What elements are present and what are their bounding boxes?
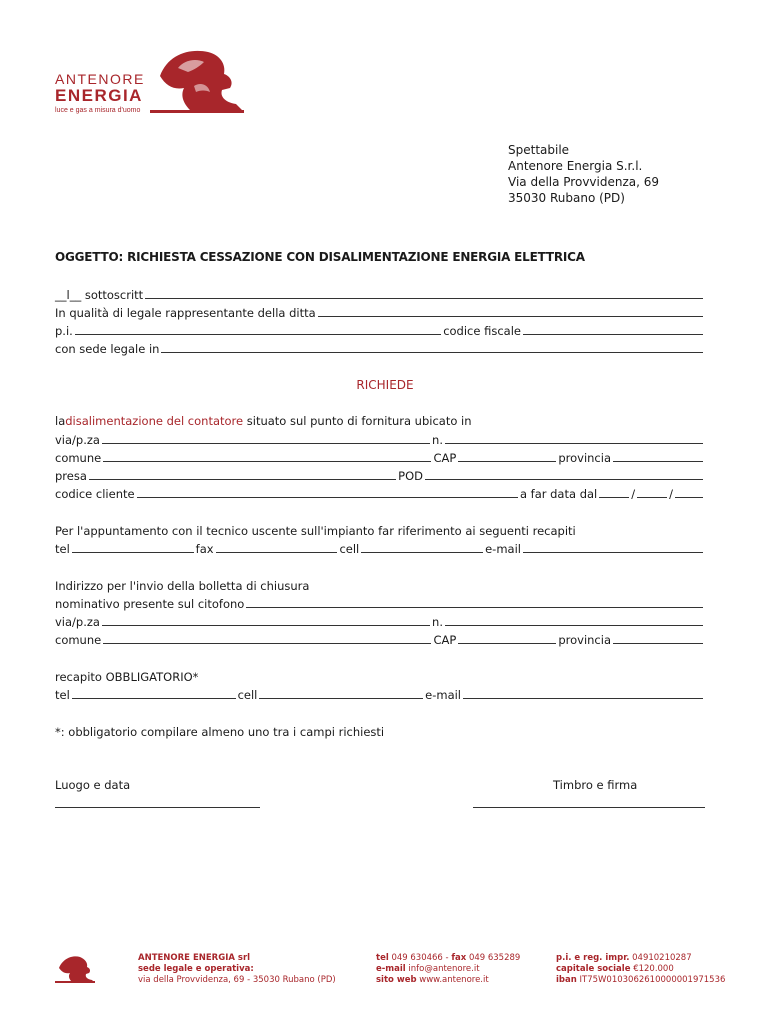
footer-company-name: ANTENORE ENERGIA srl [138,953,251,963]
footer-office-label: sede legale e operativa: [138,964,254,974]
footer-web-label: sito web [376,975,417,985]
appointment-email-label: e-mail [485,542,521,556]
pod-label: POD [398,469,423,483]
request-intro-highlight: disalimentazione del contatore [65,414,244,428]
footer-email-label: e-mail [376,964,406,974]
billing-province-field[interactable] [613,642,703,644]
billing-name-label: nominativo presente sul citofono [55,597,245,611]
billing-city-row [55,631,705,647]
request-heading: RICHIEDE [356,378,414,392]
place-date-field[interactable] [55,806,260,808]
footer-lion-icon [55,955,95,983]
company-name-field[interactable] [318,315,703,317]
request-intro-suffix: situato sul punto di fornitura ubicato in [243,414,472,428]
footer-iban: IT75W0103062610000001971536 [579,975,726,985]
subject-heading: OGGETTO: RICHIESTA CESSAZIONE CON DISALIMENTAZIONE ENERGIA ELETTRICA [55,250,585,264]
mandatory-tel-field[interactable] [72,697,236,699]
footer-fax-separator: - [442,953,452,963]
legal-rep-label: In qualità di legale rappresentante della ditta [55,306,316,320]
fiscal-code-label: codice fiscale [443,324,521,338]
appointment-email-field[interactable] [523,551,703,553]
mandatory-email-field[interactable] [463,697,703,699]
seat-field[interactable] [161,351,703,353]
supply-city-field[interactable] [103,460,431,462]
client-code-row [55,485,705,501]
client-code-label: codice cliente [55,487,135,501]
stamp-signature-field[interactable] [473,806,705,808]
footer-legal [556,953,725,986]
company-logo [55,72,145,114]
mandatory-email-label: e-mail [425,688,462,702]
supply-city-row [55,449,705,465]
footer-capital: €120.000 [633,964,674,974]
recipient-line-4: 35030 Rubano (PD) [508,191,625,205]
footer-web-link[interactable]: www.antenore.it [419,975,489,985]
supply-number-field[interactable] [445,442,703,444]
client-code-field[interactable] [137,496,518,498]
legal-rep-row [55,304,705,320]
supply-presa-row [55,467,705,483]
billing-province-label: provincia [558,633,611,647]
footer-vat: 04910210287 [632,953,692,963]
vat-row [55,322,705,338]
footer-company [138,953,336,986]
mandatory-cell-label: cell [237,688,258,702]
appointment-cell-field[interactable] [361,551,483,553]
recipient-line-2: Antenore Energia S.r.l. [508,159,643,173]
date-separator-2: / [669,487,673,501]
seat-label: con sede legale in [55,342,160,356]
billing-name-field[interactable] [246,606,703,608]
supply-city-label: comune [55,451,102,465]
supply-cap-field[interactable] [458,460,556,462]
logo-line-1: ANTENORE [55,71,145,87]
footer-capital-label: capitale sociale [556,964,631,974]
lion-logo-icon [150,46,245,114]
supply-number-label: n. [432,433,443,447]
supply-street-label: via/p.za [55,433,100,447]
supply-province-label: provincia [558,451,611,465]
supply-province-field[interactable] [613,460,703,462]
start-date-label: a far data dal [519,487,598,501]
mandatory-contacts-row [55,686,705,702]
stamp-signature-label: Timbro e firma [553,778,638,792]
presa-field[interactable] [89,478,396,480]
recipient-line-1: Spettabile [508,143,570,157]
place-date-label: Luogo e data [55,778,131,792]
date-month-field[interactable] [637,496,667,498]
logo-line-2: ENERGIA [55,86,143,105]
mandatory-note: *: obbligatorio compilare almeno uno tra i campi richiesti [55,725,385,739]
appointment-contacts-row [55,540,705,556]
recipient-line-3: Via della Provvidenza, 69 [508,175,660,189]
presa-label: presa [55,469,87,483]
footer-office-address: via della Provvidenza, 69 - 35030 Rubano (PD) [138,975,336,985]
footer-contacts [376,953,520,986]
billing-name-row [55,595,705,611]
billing-city-field[interactable] [103,642,431,644]
footer-fax-label: fax [451,953,467,963]
logo-tagline: luce e gas a misura d'uomo [55,107,141,114]
date-day-field[interactable] [599,496,629,498]
supply-cap-label: CAP [433,451,457,465]
footer-tel-label: tel [376,953,389,963]
recipient-address [508,142,659,206]
appointment-intro: Per l'appuntamento con il tecnico uscente sull'impianto far riferimento ai seguenti recapiti [55,524,576,538]
footer-email-link[interactable]: info@antenore.it [408,964,480,974]
billing-intro: Indirizzo per l'invio della bolletta di chiusura [55,579,310,593]
footer-iban-label: iban [556,975,577,985]
date-year-field[interactable] [675,496,703,498]
supply-street-row [55,431,705,447]
billing-number-label: n. [432,615,443,629]
billing-street-label: via/p.za [55,615,100,629]
billing-cap-label: CAP [433,633,457,647]
date-separator-1: / [631,487,636,501]
supply-street-field[interactable] [102,442,430,444]
mandatory-tel-label: tel [55,688,70,702]
request-intro [55,412,705,428]
signatory-name-row [55,286,705,302]
mandatory-cell-field[interactable] [259,697,423,699]
footer-tel: 049 630466 [391,953,443,963]
appointment-cell-label: cell [339,542,360,556]
seat-row [55,340,705,356]
footer-fax: 049 635289 [468,953,521,963]
billing-number-field[interactable] [445,624,703,626]
appointment-tel-field[interactable] [72,551,194,553]
billing-street-field[interactable] [102,624,430,626]
request-intro-prefix: la [55,414,66,428]
billing-street-row [55,613,705,629]
fiscal-code-field[interactable] [523,333,703,335]
vat-label: p.i. [55,324,73,338]
footer-vat-label: p.i. e reg. impr. [556,953,630,963]
mandatory-heading: recapito OBBLIGATORIO* [55,670,199,684]
billing-cap-field[interactable] [458,642,556,644]
signatory-name-label: __l__ sottoscritt [55,288,144,302]
appointment-fax-label: fax [195,542,214,556]
billing-city-label: comune [55,633,102,647]
signatory-name-field[interactable] [145,297,703,299]
appointment-fax-field[interactable] [216,551,338,553]
appointment-tel-label: tel [55,542,70,556]
pod-field[interactable] [425,478,703,480]
vat-field[interactable] [75,333,441,335]
